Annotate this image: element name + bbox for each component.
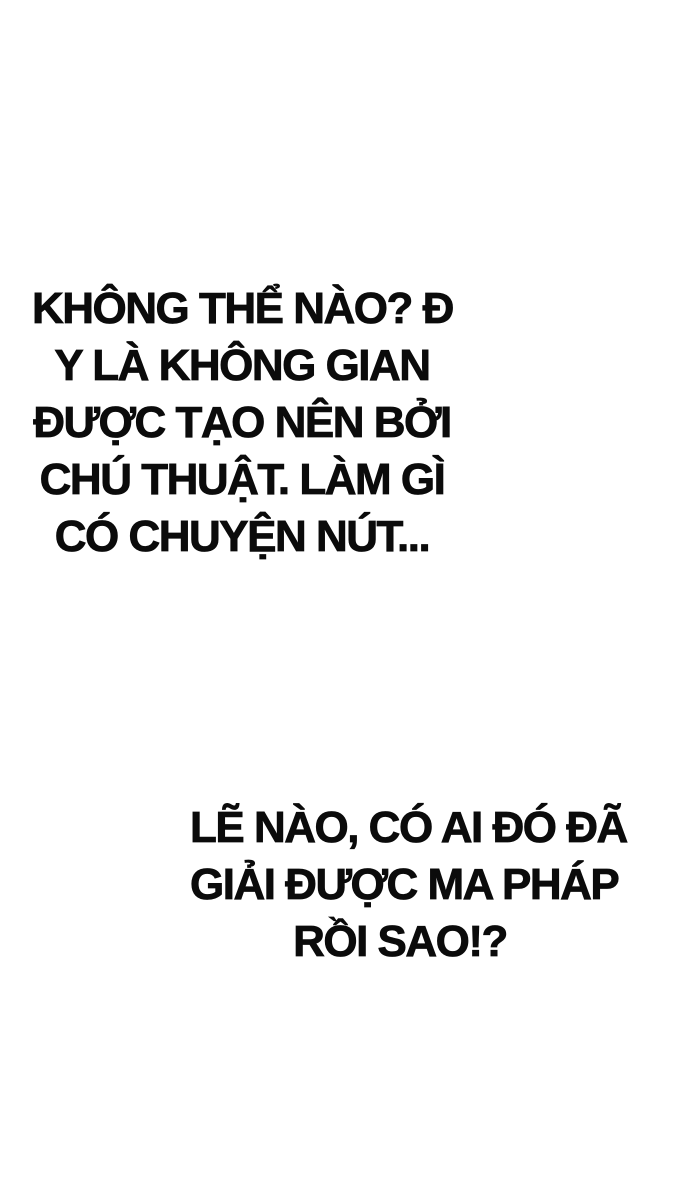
dialogue-line: GIẢI ĐƯỢC MA PHÁP bbox=[190, 860, 619, 909]
dialogue-line: CÓ CHUYỆN NÚT... bbox=[54, 512, 430, 561]
dialogue-line: RỒI SAO!? bbox=[293, 917, 507, 966]
dialogue-line: KHÔNG THỂ NÀO? Đ bbox=[32, 284, 453, 333]
dialogue-line: CHÚ THUẬT. LÀM GÌ bbox=[39, 455, 445, 504]
dialogue-block-2 bbox=[190, 799, 627, 970]
dialogue-line: Y LÀ KHÔNG GIAN bbox=[54, 341, 430, 390]
dialogue-line: LẼ NÀO, CÓ AI ĐÓ ĐÃ bbox=[190, 803, 627, 852]
dialogue-block-1 bbox=[32, 280, 452, 565]
dialogue-line: ĐƯỢC TẠO NÊN BỞI bbox=[33, 398, 451, 447]
